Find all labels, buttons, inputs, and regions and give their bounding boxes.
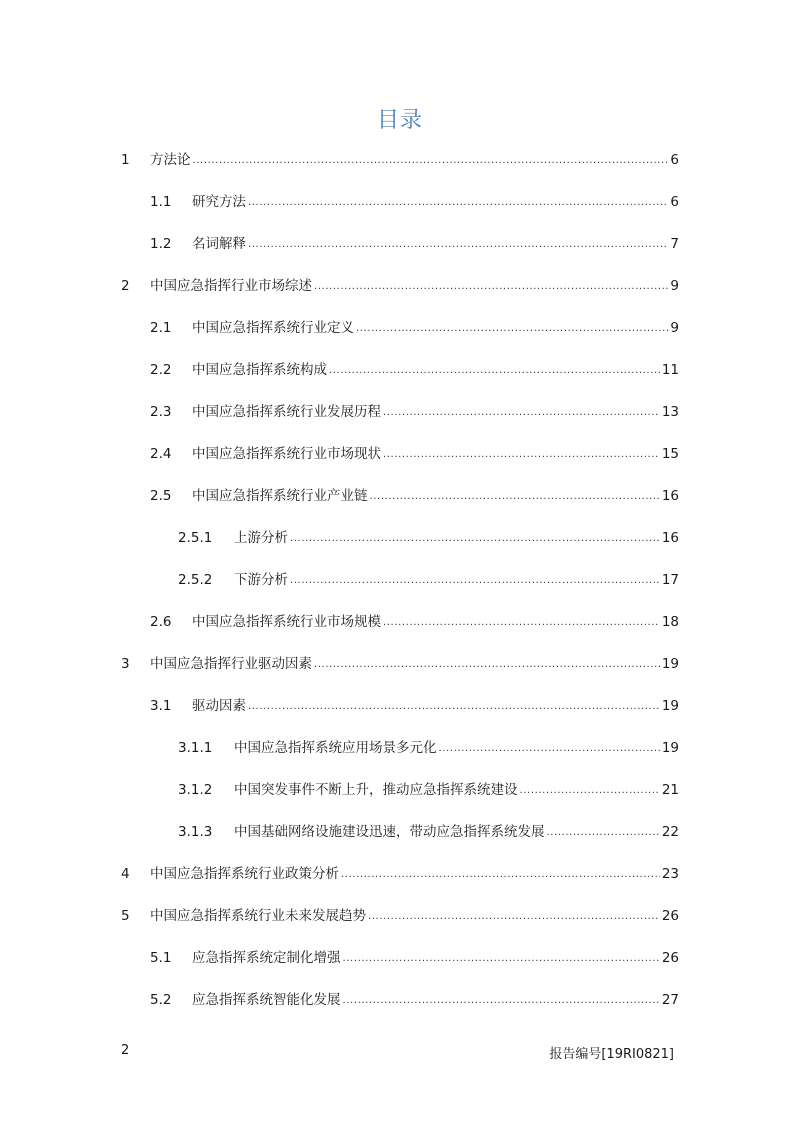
toc-entry-label: 中国应急指挥系统应用场景多元化 <box>234 740 437 756</box>
toc-entry-body <box>192 359 679 383</box>
toc-entry-number: 5.1 <box>150 950 172 966</box>
toc-entry-body <box>192 485 679 509</box>
toc-entry[interactable] <box>0 821 800 843</box>
toc-entry-label: 中国应急指挥系统构成 <box>192 362 327 378</box>
toc-entry[interactable] <box>0 947 800 969</box>
toc-dot-leader <box>290 528 660 550</box>
toc-entry-label: 应急指挥系统智能化发展 <box>192 992 341 1008</box>
toc-dot-leader <box>248 192 668 214</box>
toc-entry-number: 3.1.3 <box>178 824 213 840</box>
toc-dot-leader <box>356 318 668 340</box>
toc-entry-page: 19 <box>661 740 679 756</box>
toc-entry-number: 3 <box>121 656 130 672</box>
footer-report-id: 报告编号[19RI0821] <box>549 1047 674 1062</box>
toc-entry-page: 9 <box>670 320 679 336</box>
toc-entry[interactable] <box>0 317 800 339</box>
toc-entry[interactable] <box>0 359 800 381</box>
toc-entry-page: 16 <box>661 530 679 546</box>
toc-dot-leader <box>547 822 660 844</box>
toc-dot-leader <box>248 696 660 718</box>
toc-entry-label: 应急指挥系统定制化增强 <box>192 950 341 966</box>
toc-entry-page: 9 <box>670 278 679 294</box>
toc-entry-body <box>192 401 679 425</box>
toc-entry[interactable] <box>0 191 800 213</box>
toc-entry-page: 26 <box>661 950 679 966</box>
toc-entry[interactable] <box>0 443 800 465</box>
toc-entry[interactable] <box>0 905 800 927</box>
toc-entry-label: 中国应急指挥系统行业定义 <box>192 320 354 336</box>
toc-entry-label: 上游分析 <box>234 530 288 546</box>
toc-entry-body <box>192 947 679 971</box>
toc-dot-leader <box>370 486 660 508</box>
toc-entry[interactable] <box>0 569 800 591</box>
toc-entry-body <box>150 863 679 887</box>
toc-dot-leader <box>383 444 660 466</box>
toc-entry-number: 5 <box>121 908 130 924</box>
toc-entry-body <box>150 653 679 677</box>
toc-entry-label: 下游分析 <box>234 572 288 588</box>
toc-entry-body <box>192 989 679 1013</box>
toc-entry-number: 2.5.1 <box>178 530 213 546</box>
toc-entry-body <box>150 905 679 929</box>
toc-entry[interactable] <box>0 653 800 675</box>
toc-entry-page: 21 <box>661 782 679 798</box>
toc-entry-page: 13 <box>661 404 679 420</box>
toc-entry-label: 驱动因素 <box>192 698 246 714</box>
toc-entry-number: 2.6 <box>150 614 172 630</box>
toc-entry-number: 4 <box>121 866 130 882</box>
toc-dot-leader <box>329 360 660 382</box>
toc-entry-number: 2.2 <box>150 362 172 378</box>
toc-entry[interactable] <box>0 233 800 255</box>
toc-dot-leader <box>290 570 660 592</box>
toc-entry-page: 27 <box>661 992 679 1008</box>
toc-entry-page: 15 <box>661 446 679 462</box>
toc-entry-number: 2.5.2 <box>178 572 213 588</box>
toc-entry[interactable] <box>0 779 800 801</box>
toc-entry-number: 5.2 <box>150 992 172 1008</box>
toc-entry-body <box>150 275 679 299</box>
toc-dot-leader <box>439 738 660 760</box>
toc-entry-body <box>234 821 679 845</box>
toc-entry-page: 18 <box>661 614 679 630</box>
toc-entry[interactable] <box>0 989 800 1011</box>
toc-entry-page: 6 <box>670 152 679 168</box>
toc-entry-number: 2.4 <box>150 446 172 462</box>
toc-entry-label: 研究方法 <box>192 194 246 210</box>
toc-entry-page: 22 <box>661 824 679 840</box>
toc-entry[interactable] <box>0 485 800 507</box>
toc-entry-body <box>234 779 679 803</box>
toc-entry[interactable] <box>0 737 800 759</box>
toc-entry-page: 19 <box>661 656 679 672</box>
toc-entry-label: 中国应急指挥系统行业市场现状 <box>192 446 381 462</box>
toc-entry-number: 1.2 <box>150 236 172 252</box>
toc-entry[interactable] <box>0 611 800 633</box>
toc-entry-page: 7 <box>670 236 679 252</box>
toc-dot-leader <box>341 864 660 886</box>
toc-entry-page: 17 <box>661 572 679 588</box>
toc-entry-number: 2.5 <box>150 488 172 504</box>
toc-entry-body <box>192 191 679 215</box>
toc-entry[interactable] <box>0 401 800 423</box>
toc-dot-leader <box>314 654 660 676</box>
toc-entry-page: 23 <box>661 866 679 882</box>
toc-entry-page: 19 <box>661 698 679 714</box>
toc-entry-number: 1 <box>121 152 130 168</box>
toc-dot-leader <box>520 780 660 802</box>
toc-entry-label: 中国应急指挥系统行业发展历程 <box>192 404 381 420</box>
toc-entry[interactable] <box>0 863 800 885</box>
toc-entry-label: 中国应急指挥系统行业未来发展趋势 <box>150 908 366 924</box>
toc-entry-body <box>192 317 679 341</box>
toc-entry-page: 11 <box>661 362 679 378</box>
toc-dot-leader <box>193 150 669 172</box>
toc-entry-number: 2.1 <box>150 320 172 336</box>
toc-entry-body <box>192 233 679 257</box>
toc-entry-label: 中国应急指挥系统行业政策分析 <box>150 866 339 882</box>
toc-entry-label: 中国应急指挥系统行业市场规模 <box>192 614 381 630</box>
toc-entry-label: 名词解释 <box>192 236 246 252</box>
toc-entry[interactable] <box>0 527 800 549</box>
toc-dot-leader <box>383 612 660 634</box>
toc-entry-number: 2.3 <box>150 404 172 420</box>
toc-entry-body <box>234 569 679 593</box>
toc-entry[interactable] <box>0 695 800 717</box>
toc-entry-number: 3.1.1 <box>178 740 213 756</box>
toc-dot-leader <box>368 906 660 928</box>
toc-entry-label: 方法论 <box>150 152 191 168</box>
toc-entry-body <box>192 443 679 467</box>
toc-entry-number: 1.1 <box>150 194 172 210</box>
toc-entry-label: 中国应急指挥系统行业产业链 <box>192 488 368 504</box>
toc-entry-number: 2 <box>121 278 130 294</box>
toc-dot-leader <box>314 276 668 298</box>
toc-dot-leader <box>343 948 660 970</box>
toc-dot-leader <box>383 402 660 424</box>
toc-entry-label: 中国应急指挥行业驱动因素 <box>150 656 312 672</box>
toc-entry[interactable] <box>0 275 800 297</box>
footer-page-number: 2 <box>121 1043 130 1058</box>
toc-entry-label: 中国应急指挥行业市场综述 <box>150 278 312 294</box>
toc-dot-leader <box>343 990 660 1012</box>
toc-entry-page: 6 <box>670 194 679 210</box>
toc-entry-page: 26 <box>661 908 679 924</box>
toc-entry-label: 中国基础网络设施建设迅速，带动应急指挥系统发展 <box>234 824 545 840</box>
toc-entry-body <box>234 527 679 551</box>
toc-entry-number: 3.1 <box>150 698 172 714</box>
page-title: 目录 <box>376 108 423 133</box>
toc-dot-leader <box>248 234 668 256</box>
toc-entry-body <box>150 149 679 173</box>
toc-entry-page: 16 <box>661 488 679 504</box>
toc-entry-body <box>192 611 679 635</box>
toc-entry-body <box>192 695 679 719</box>
toc-entry-body <box>234 737 679 761</box>
toc-entry-label: 中国突发事件不断上升，推动应急指挥系统建设 <box>234 782 518 798</box>
toc-entry-number: 3.1.2 <box>178 782 213 798</box>
toc-entry[interactable] <box>0 149 800 171</box>
